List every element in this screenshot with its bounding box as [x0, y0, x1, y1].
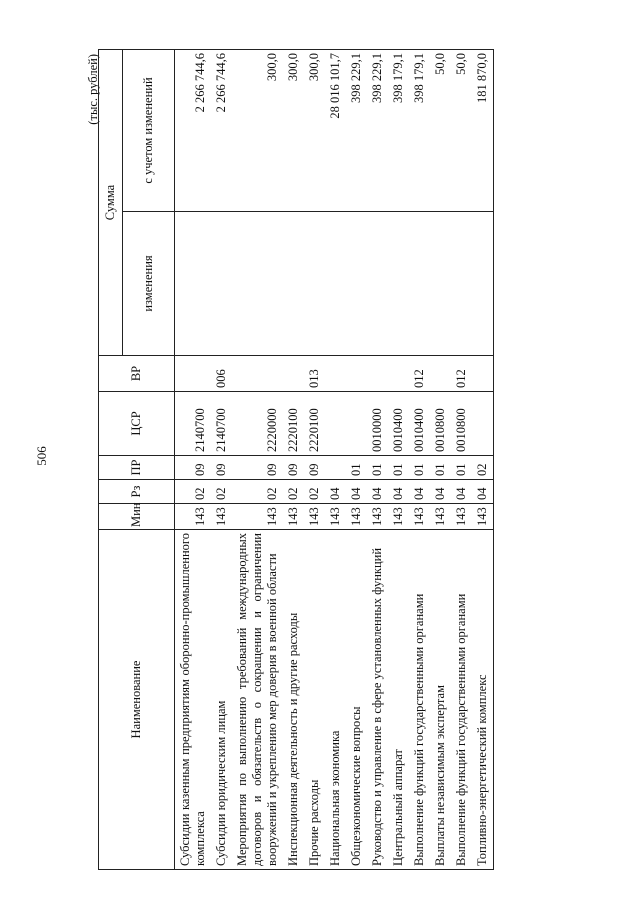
row-min: 143	[367, 504, 388, 530]
row-csr: 0010800	[430, 392, 451, 456]
table-row	[232, 50, 283, 870]
row-vr: 006	[211, 356, 232, 392]
row-name: Субсидии юридическим лицам	[211, 530, 232, 870]
row-pr: 09	[232, 456, 283, 480]
row-name: Центральный аппарат	[388, 530, 409, 870]
row-pr: 09	[175, 456, 212, 480]
row-vr	[283, 356, 304, 392]
row-name: Инспекционная деятельность и другие расходы	[283, 530, 304, 870]
row-name: Руководство и управление в сфере установленных функций	[367, 530, 388, 870]
header-rz: Рз	[99, 480, 175, 504]
row-csr: 2220100	[283, 392, 304, 456]
table-row	[430, 50, 451, 870]
row-name: Общеэкономические вопросы	[346, 530, 367, 870]
row-name: Топливно-энергетический комплекс	[472, 530, 494, 870]
row-vr	[232, 356, 283, 392]
row-csr: 2140700	[211, 392, 232, 456]
row-rz: 04	[367, 480, 388, 504]
row-pr: 01	[388, 456, 409, 480]
row-min: 143	[304, 504, 325, 530]
header-vr: ВР	[99, 356, 175, 392]
row-vr	[472, 356, 494, 392]
row-total: 2 266 744,6	[211, 50, 232, 212]
table-row	[175, 50, 212, 870]
row-csr	[346, 392, 367, 456]
row-vr: 013	[304, 356, 325, 392]
row-pr: 09	[304, 456, 325, 480]
row-changes	[346, 212, 367, 356]
row-total: 28 016 101,7	[325, 50, 346, 212]
row-name: Мероприятия по выполнению требований международных договоров и обязательств о сокращении и ограничении вооружений и укреплению мер доверия в военной области	[232, 530, 283, 870]
row-changes	[325, 212, 346, 356]
row-min: 143	[346, 504, 367, 530]
units-label: (тыс. рублей)	[86, 54, 100, 125]
row-vr	[175, 356, 212, 392]
row-csr: 2140700	[175, 392, 212, 456]
row-pr: 01	[430, 456, 451, 480]
row-pr: 01	[409, 456, 430, 480]
row-csr: 2220100	[304, 392, 325, 456]
row-changes	[211, 212, 232, 356]
row-changes	[472, 212, 494, 356]
row-changes	[451, 212, 472, 356]
row-rz: 04	[430, 480, 451, 504]
header-changes: изменения	[123, 212, 175, 356]
row-total: 398 179,1	[409, 50, 430, 212]
header-min: Мин	[99, 504, 175, 530]
table-row	[388, 50, 409, 870]
row-changes	[430, 212, 451, 356]
row-min: 143	[409, 504, 430, 530]
row-rz: 04	[472, 480, 494, 504]
row-vr	[367, 356, 388, 392]
row-csr: 0010400	[388, 392, 409, 456]
row-rz: 04	[409, 480, 430, 504]
row-min: 143	[175, 504, 212, 530]
row-rz: 02	[283, 480, 304, 504]
row-csr	[325, 392, 346, 456]
row-total: 300,0	[304, 50, 325, 212]
header-with-changes: с учетом изменений	[123, 50, 175, 212]
row-rz: 02	[232, 480, 283, 504]
row-total: 398 179,1	[388, 50, 409, 212]
budget-table	[98, 49, 494, 870]
row-name: Прочие расходы	[304, 530, 325, 870]
row-rz: 02	[304, 480, 325, 504]
row-total: 50,0	[451, 50, 472, 212]
row-vr	[430, 356, 451, 392]
row-csr: 0010800	[451, 392, 472, 456]
row-min: 143	[211, 504, 232, 530]
row-changes	[175, 212, 212, 356]
row-csr	[472, 392, 494, 456]
row-pr: 01	[346, 456, 367, 480]
row-csr: 2220000	[232, 392, 283, 456]
row-changes	[367, 212, 388, 356]
row-pr: 02	[472, 456, 494, 480]
table-row	[304, 50, 325, 870]
row-rz: 04	[451, 480, 472, 504]
row-pr: 09	[283, 456, 304, 480]
row-changes	[304, 212, 325, 356]
header-csr: ЦСР	[99, 392, 175, 456]
row-rz: 04	[346, 480, 367, 504]
row-pr: 09	[211, 456, 232, 480]
row-total: 181 870,0	[472, 50, 494, 212]
row-vr	[325, 356, 346, 392]
row-pr: 01	[367, 456, 388, 480]
row-name: Выполнение функций государственными органами	[451, 530, 472, 870]
row-rz: 02	[211, 480, 232, 504]
row-min: 143	[283, 504, 304, 530]
table-row	[367, 50, 388, 870]
row-min: 143	[325, 504, 346, 530]
table-row	[325, 50, 346, 870]
row-changes	[232, 212, 283, 356]
row-rz: 02	[175, 480, 212, 504]
table-row	[409, 50, 430, 870]
header-pr: ПР	[99, 456, 175, 480]
row-name: Национальная экономика	[325, 530, 346, 870]
table-row	[472, 50, 494, 870]
header-summa: Сумма	[99, 50, 123, 356]
row-total: 398 229,1	[367, 50, 388, 212]
row-min: 143	[388, 504, 409, 530]
row-min: 143	[472, 504, 494, 530]
page-number: 506	[34, 446, 49, 466]
row-vr: 012	[409, 356, 430, 392]
table-row	[283, 50, 304, 870]
row-changes	[388, 212, 409, 356]
row-total: 398 229,1	[346, 50, 367, 212]
row-csr: 0010400	[409, 392, 430, 456]
row-min: 143	[430, 504, 451, 530]
row-vr	[388, 356, 409, 392]
row-pr	[325, 456, 346, 480]
row-min: 143	[451, 504, 472, 530]
row-vr	[346, 356, 367, 392]
row-min: 143	[232, 504, 283, 530]
header-name: Наименование	[99, 530, 175, 870]
row-total: 300,0	[232, 50, 283, 212]
row-total: 50,0	[430, 50, 451, 212]
row-changes	[283, 212, 304, 356]
row-pr: 01	[451, 456, 472, 480]
table-row	[346, 50, 367, 870]
row-rz: 04	[388, 480, 409, 504]
row-total: 300,0	[283, 50, 304, 212]
row-rz: 04	[325, 480, 346, 504]
table-row	[451, 50, 472, 870]
table-row	[211, 50, 232, 870]
row-vr: 012	[451, 356, 472, 392]
row-csr: 0010000	[367, 392, 388, 456]
row-name: Субсидии казенным предприятиям оборонно-промышленного комплекса	[175, 530, 212, 870]
row-total: 2 266 744,6	[175, 50, 212, 212]
row-name: Выплаты независимым экспертам	[430, 530, 451, 870]
row-name: Выполнение функций государственными органами	[409, 530, 430, 870]
budget-table-page	[84, 50, 596, 870]
row-changes	[409, 212, 430, 356]
